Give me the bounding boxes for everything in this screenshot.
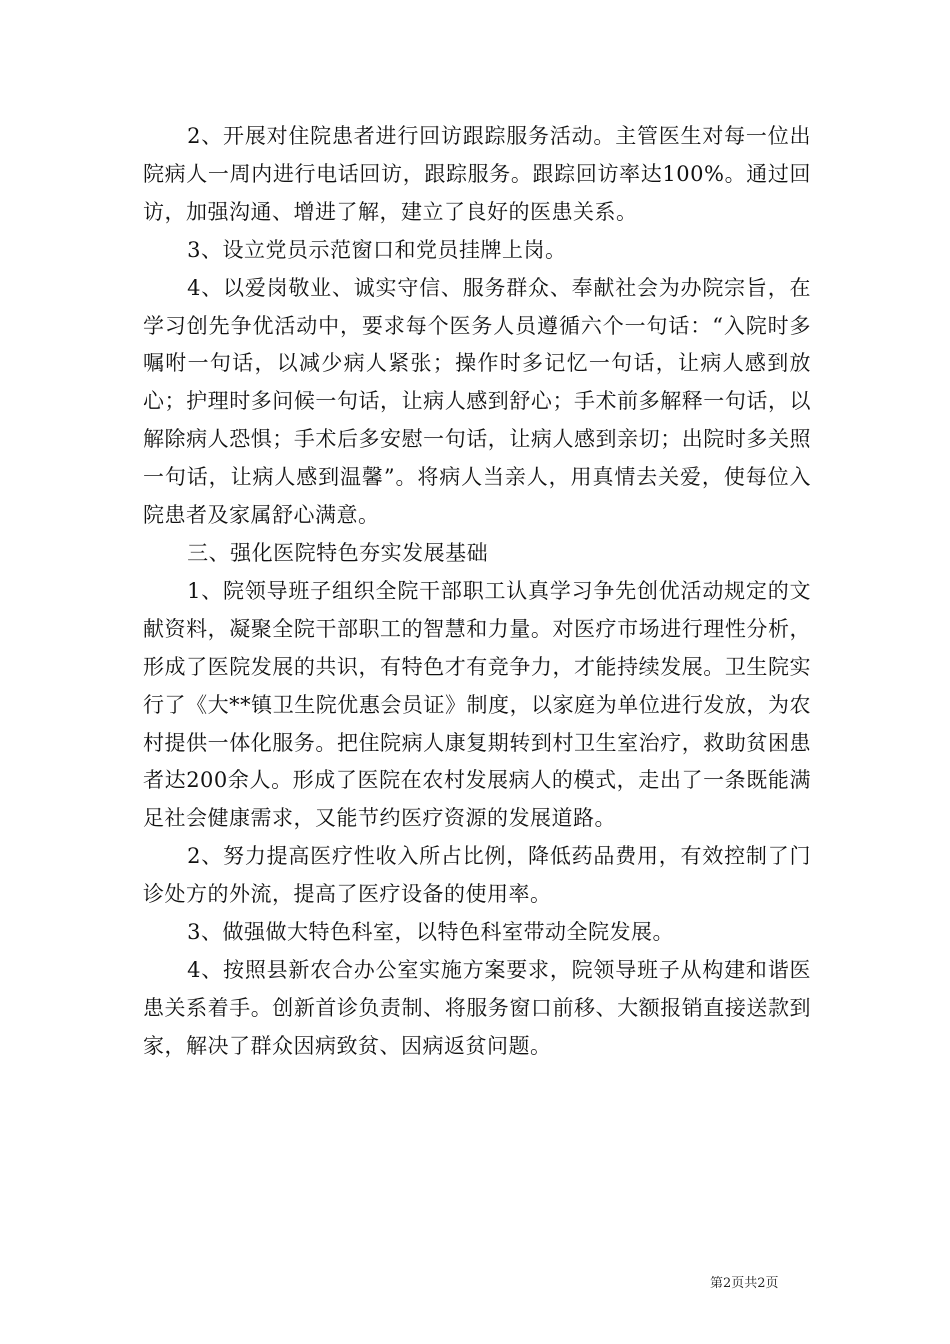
- paragraph-leadership-study: 1、院领导班子组织全院干部职工认真学习争先创优活动规定的文献资料，凝聚全院干部职工的智慧和力量。对医疗市场进行理性分析，形成了医院发展的共识，有特色才有竞争力，才能持续发展。卫生院实行了《大**镇卫生院优惠会员证》制度，以家庭为单位进行发放，为农村提供一体化服务。把住院病人康复期转到村卫生室治疗，救助贫困患者达200余人。形成了医院在农村发展病人的模式，走出了一条既能满足社会健康需求，又能节约医疗资源的发展道路。: [143, 578, 811, 831]
- paragraph-rural-cooperative: 4、按照县新农合办公室实施方案要求，院领导班子从构建和谐医患关系着手。创新首诊负责制、将服务窗口前移、大额报销直接送款到家，解决了群众因病致贫、因病返贫问题。: [143, 957, 811, 1058]
- section-heading-hospital-features: 三、强化医院特色夯实发展基础: [187, 540, 489, 565]
- paragraph-featured-departments: 3、做强做大特色科室，以特色科室带动全院发展。: [187, 920, 674, 945]
- paragraph-party-window: 3、设立党员示范窗口和党员挂牌上岗。: [187, 237, 567, 262]
- paragraph-medical-income: 2、努力提高医疗性收入所占比例，降低药品费用，有效控制了门诊处方的外流，提高了医疗设备的使用率。: [143, 844, 811, 907]
- paragraph-service-principles: 4、以爱岗敬业、诚实守信、服务群众、奉献社会为办院宗旨，在学习创先争优活动中，要求每个医务人员遵循六个一句话：“入院时多嘱咐一句话，以减少病人紧张；操作时多记忆一句话，让病人感到放心；护理时多问候一句话，让病人感到舒心；手术前多解释一句话，以解除病人恐惧；手术后多安慰一句话，让病人感到亲切；出院时多关照一句话，让病人感到温馨”。将病人当亲人，用真情去关爱，使每位入院患者及家属舒心满意。: [143, 275, 811, 528]
- document-body: [143, 118, 811, 1066]
- page-number-footer: 第2页共2页: [710, 1276, 779, 1291]
- paragraph-followup-service: 2、开展对住院患者进行回访跟踪服务活动。主管医生对每一位出院病人一周内进行电话回访，跟踪服务。跟踪回访率达100%。通过回访，加强沟通、增进了解，建立了良好的医患关系。: [143, 124, 811, 224]
